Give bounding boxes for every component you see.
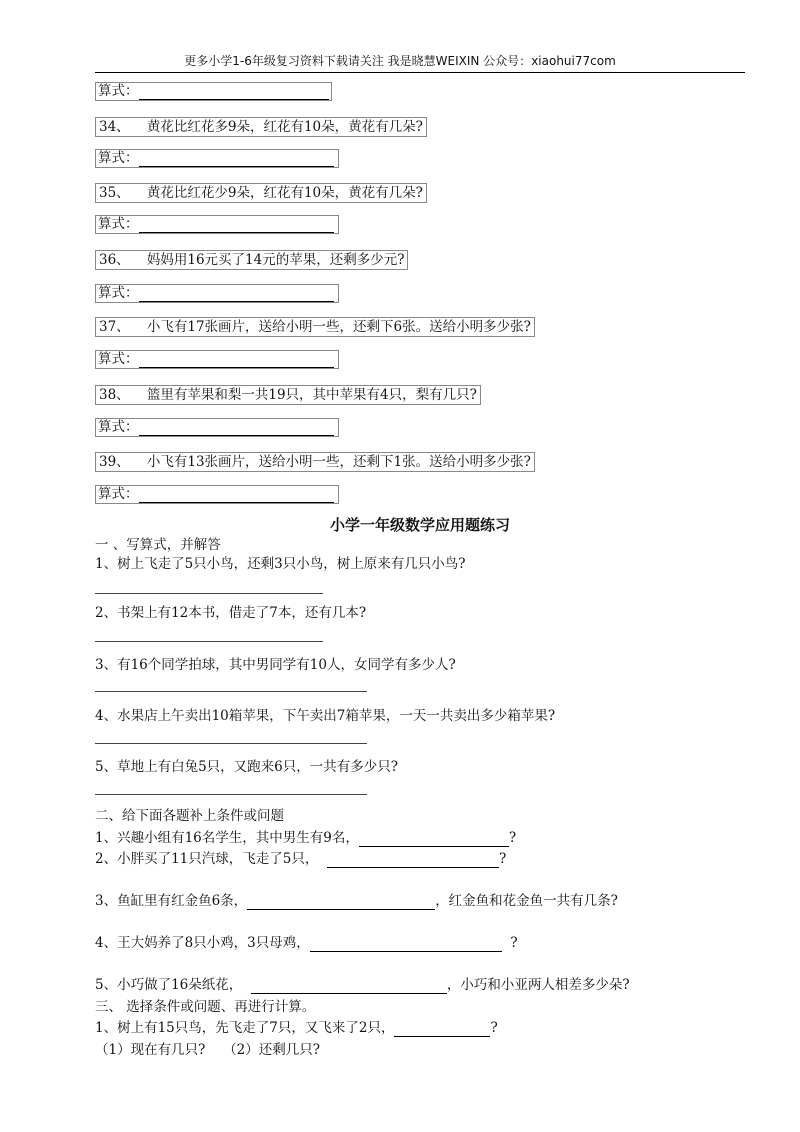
item-text: 1、兴趣小组有16名学生，其中男生有9名， (95, 830, 359, 846)
fill-blank[interactable] (247, 896, 435, 910)
answer-line (139, 355, 334, 368)
section-2-heading: 二、给下面各题补上条件或问题 (95, 808, 284, 824)
question-text: 黄花比红花多9朵，红花有10朵，黄花有几朵? (146, 119, 423, 135)
answer-line (139, 490, 334, 503)
answer-label: 算式： (98, 351, 139, 367)
header-divider (95, 72, 745, 73)
section-1-heading: 一 、写算式，并解答 (95, 537, 221, 553)
item-text: 5、小巧做了16朵纸花， (95, 977, 243, 993)
question-text: 妈妈用16元买了14元的苹果，还剩多少元? (146, 252, 405, 268)
question-text: 篮里有苹果和梨一共19只，其中苹果有4只，梨有几只? (146, 387, 477, 403)
question-number: 37、 (99, 319, 130, 335)
section-3-item-1 (95, 1019, 498, 1037)
question-39 (95, 452, 535, 472)
answer-box[interactable] (95, 82, 332, 101)
answer-box[interactable] (95, 350, 339, 369)
answer-box[interactable] (95, 485, 339, 504)
answer-label: 算式： (98, 419, 139, 435)
item-suffix: ? (510, 935, 518, 951)
answer-box[interactable] (95, 149, 339, 168)
section-2-item-1 (95, 829, 516, 847)
section-2-item-3 (95, 892, 618, 910)
question-35 (95, 183, 427, 203)
item-text: 1、树上有15只鸟，先飞走了7只，又飞来了2只， (95, 1020, 395, 1036)
fill-blank[interactable] (327, 854, 499, 868)
question-36 (95, 250, 408, 270)
answer-label: 算式： (98, 486, 139, 502)
answer-line (95, 641, 323, 642)
answer-line (139, 87, 329, 100)
fill-blank[interactable] (394, 1023, 490, 1037)
answer-line (139, 423, 334, 436)
question-text: 小飞有13张画片，送给小明一些，还剩下1张。送给小明多少张? (146, 454, 531, 470)
answer-line (95, 743, 367, 744)
answer-box[interactable] (95, 215, 339, 234)
section-1-item-3: 3、有16个同学拍球，其中男同学有10人，女同学有多少人? (95, 657, 456, 673)
item-suffix: ，小巧和小亚两人相差多少朵? (446, 977, 630, 993)
fill-blank[interactable] (310, 938, 502, 952)
section-1-item-4: 4、水果店上午卖出10箱苹果，下午卖出7箱苹果，一天一共卖出多少箱苹果? (95, 708, 556, 724)
section-2-item-5 (95, 976, 630, 994)
question-number: 39、 (99, 454, 130, 470)
answer-label: 算式： (98, 83, 139, 99)
answer-label: 算式： (98, 216, 139, 232)
answer-line (95, 593, 323, 594)
item-text: 4、王大妈养了8只小鸡，3只母鸡， (95, 935, 310, 951)
answer-line (139, 289, 334, 302)
item-text: 2、小胖买了11只汽球，飞走了5只， (95, 851, 319, 867)
section-3-heading: 三、 选择条件或问题、再进行计算。 (95, 999, 316, 1015)
question-34 (95, 117, 427, 137)
question-38 (95, 385, 481, 405)
section-2-item-2 (95, 850, 506, 868)
answer-box[interactable] (95, 284, 339, 303)
answer-line (95, 794, 367, 795)
item-suffix: ? (508, 830, 517, 846)
question-number: 35、 (99, 185, 130, 201)
question-number: 36、 (99, 252, 130, 268)
item-suffix: ，红金鱼和花金鱼一共有几条? (435, 893, 618, 909)
answer-line (95, 691, 367, 692)
worksheet-title: 小学一年级数学应用题练习 (329, 516, 510, 534)
section-1-item-2: 2、书架上有12本书，借走了7本，还有几本? (95, 605, 367, 621)
item-text: 3、鱼缸里有红金鱼6条， (95, 893, 248, 909)
section-2-item-4 (95, 934, 518, 952)
page-header: 更多小学1-6年级复习资料下载请关注 我是晓慧WEIXIN 公众号：xiaohui77com (184, 54, 616, 68)
answer-line (139, 154, 334, 167)
answer-label: 算式： (98, 150, 139, 166)
question-37 (95, 317, 535, 337)
question-text: 黄花比红花少9朵，红花有10朵，黄花有几朵? (146, 185, 423, 201)
item-suffix: ? (498, 851, 507, 867)
answer-label: 算式： (98, 285, 139, 301)
answer-box[interactable] (95, 418, 339, 437)
section-1-item-5: 5、草地上有白兔5只，又跑来6只，一共有多少只? (95, 759, 399, 775)
question-number: 34、 (99, 119, 130, 135)
item-suffix: ? (490, 1020, 498, 1036)
answer-line (139, 220, 334, 233)
fill-blank[interactable] (359, 833, 509, 847)
question-number: 38、 (99, 387, 130, 403)
fill-blank[interactable] (251, 980, 447, 994)
section-3-options: （1）现在有几只? （2）还剩几只? (95, 1042, 320, 1058)
question-text: 小飞有17张画片，送给小明一些，还剩下6张。送给小明多少张? (146, 319, 531, 335)
section-1-item-1: 1、树上飞走了5只小鸟，还剩3只小鸟，树上原来有几只小鸟? (95, 556, 466, 572)
